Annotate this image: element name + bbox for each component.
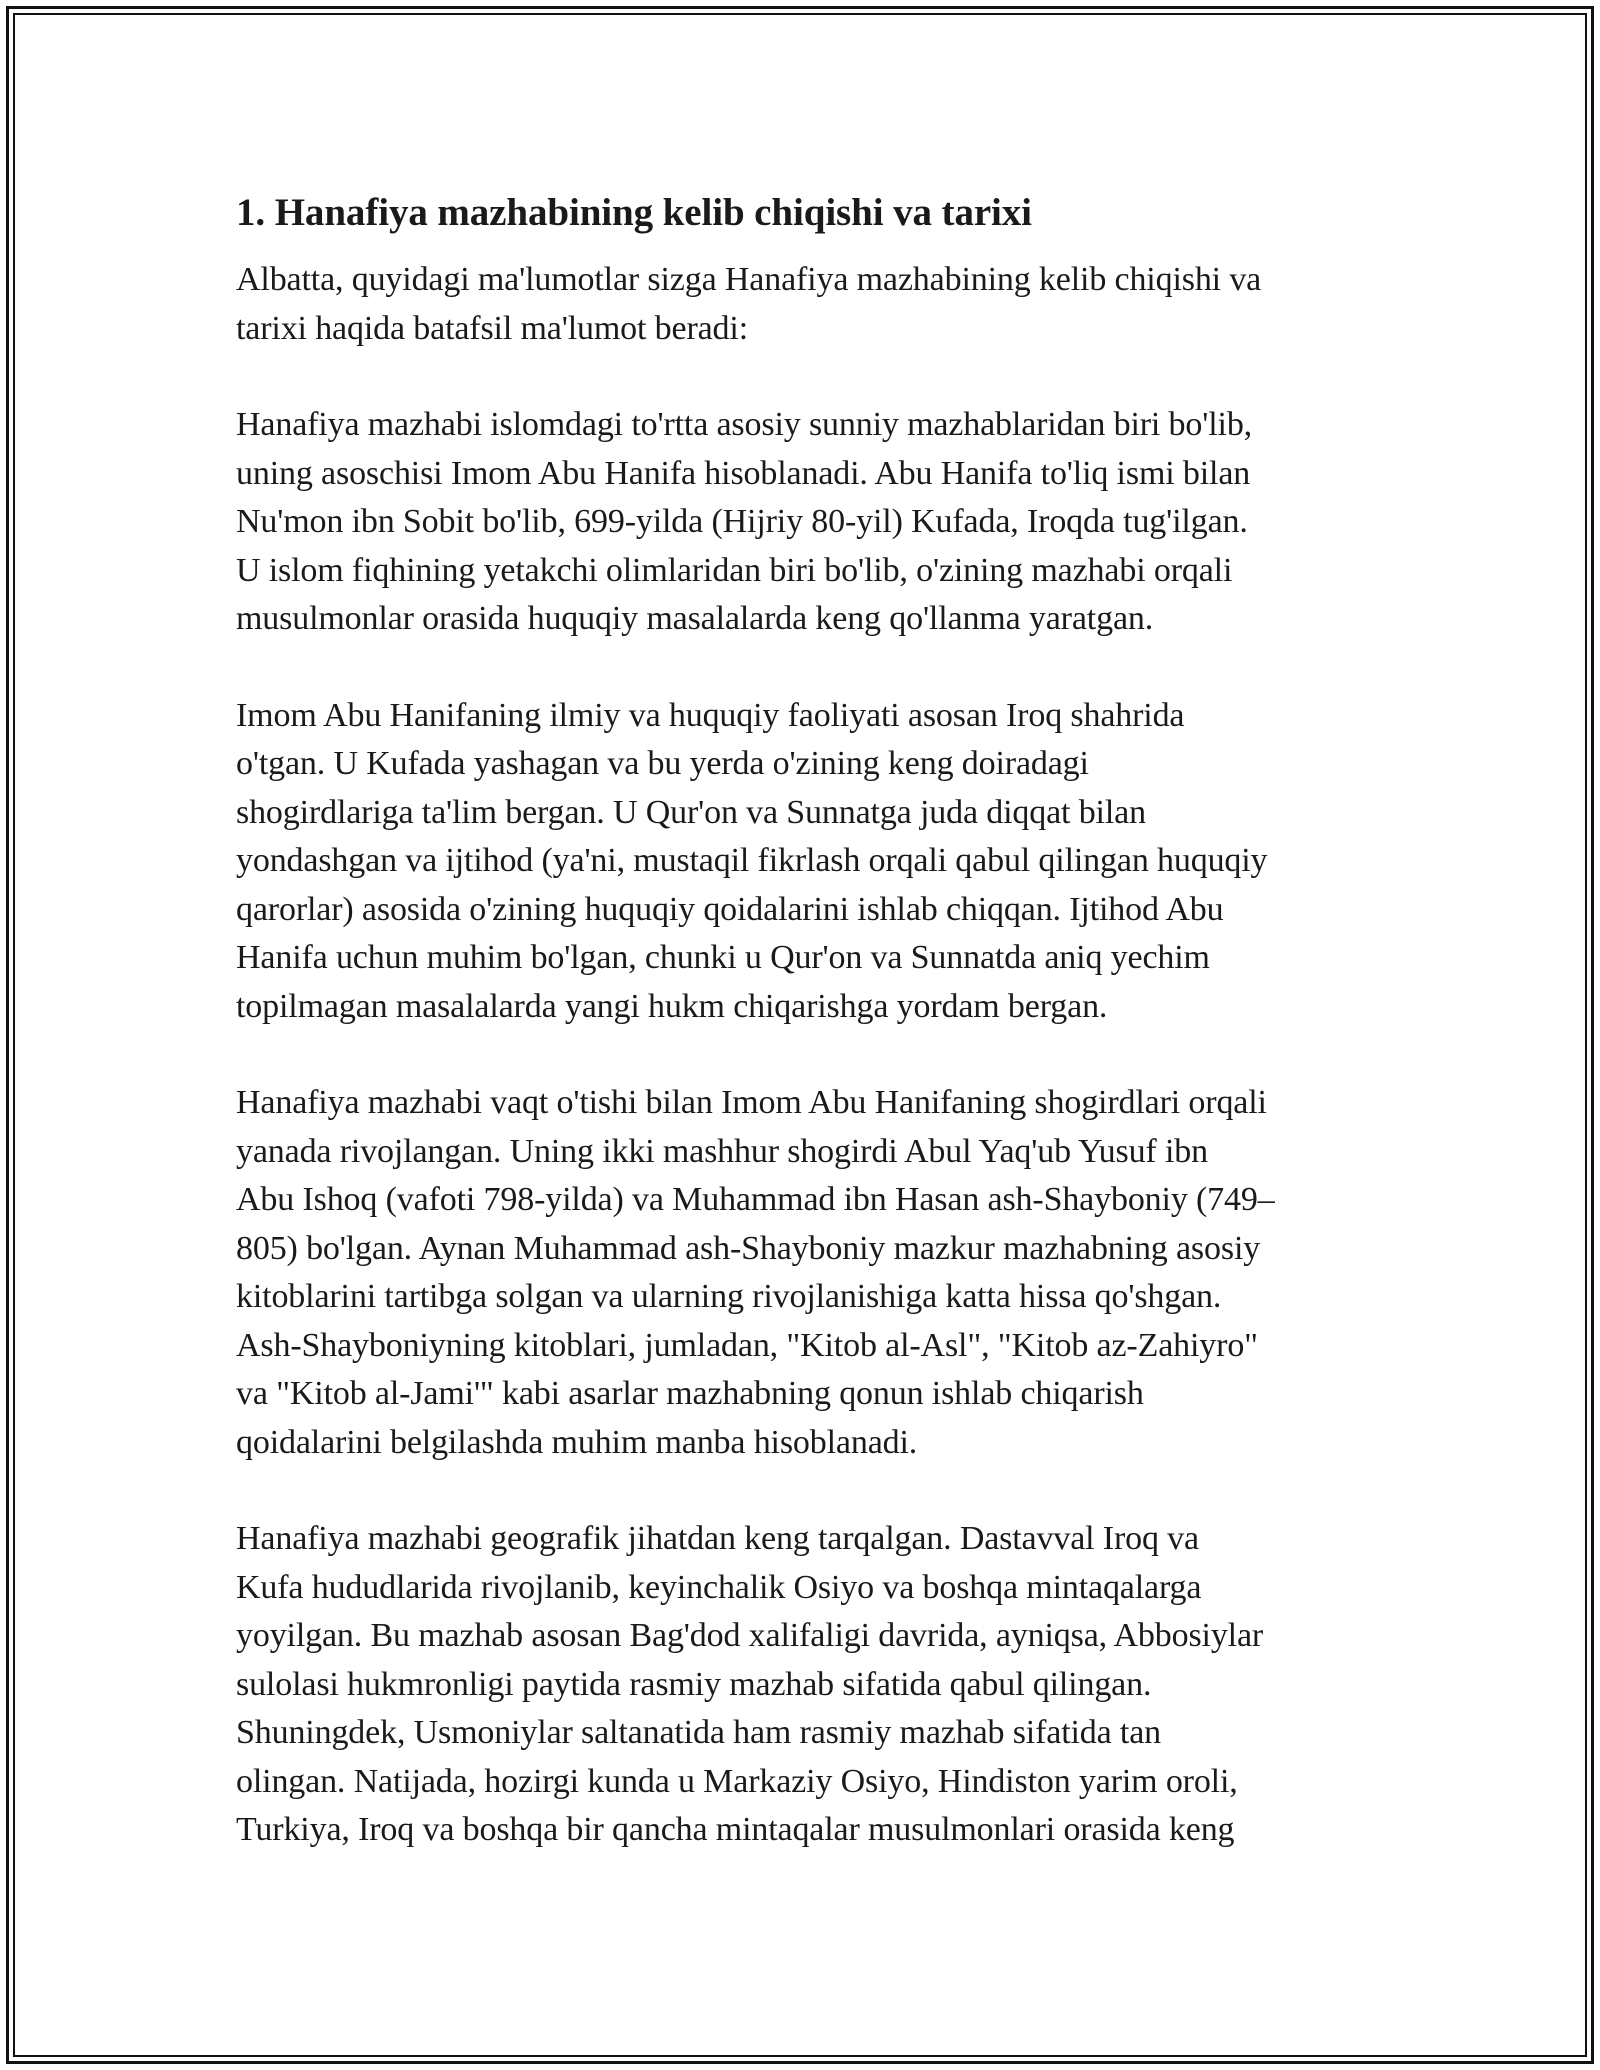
text-line: Turkiya, Iroq va boshqa bir qancha mintaqalar musulmonlari orasida keng bbox=[236, 1811, 1235, 1848]
text-line: sulolasi hukmronligi paytida rasmiy mazhab sifatida qabul qilingan. bbox=[236, 1665, 1152, 1703]
text-line: uning asoschisi Imom Abu Hanifa hisoblanadi. Abu Hanifa to'liq ismi bilan bbox=[236, 454, 1251, 492]
text-line: yondashgan va ijtihod (ya'ni, mustaqil fikrlash orqali qabul qilingan huquqiy bbox=[236, 842, 1268, 879]
paragraph-geography bbox=[236, 1515, 1386, 1855]
text-line: qoidalarini belgilashda muhim manba hisoblanadi. bbox=[236, 1423, 918, 1461]
text-line: Hanifa uchun muhim bo'lgan, chunki u Qur'on va Sunnatda aniq yechim bbox=[236, 939, 1210, 976]
text-line: Nu'mon ibn Sobit bo'lib, 699-yilda (Hijriy 80-yil) Kufada, Iroqda tug'ilgan. bbox=[236, 503, 1248, 540]
text-line: 805) bo'lgan. Aynan Muhammad ash-Shayboniy mazkur mazhabning asosiy bbox=[236, 1229, 1261, 1267]
paragraph-origin bbox=[236, 401, 1386, 644]
text-line: Hanafiya mazhabi geografik jihatdan keng tarqalgan. Dastavval Iroq va bbox=[236, 1520, 1199, 1557]
text-line: qarorlar) asosida o'zining huquqiy qoidalarini ishlab chiqqan. Ijtihod Abu bbox=[236, 890, 1224, 928]
text-line: o'tgan. U Kufada yashagan va bu yerda o'zining keng doiradagi bbox=[236, 745, 1089, 782]
intro-paragraph bbox=[236, 256, 1386, 353]
text-line: shogirdlariga ta'lim bergan. U Qur'on va Sunnatga juda diqqat bilan bbox=[236, 793, 1146, 831]
text-line: musulmonlar orasida huquqiy masalalarda keng qo'llanma yaratgan. bbox=[236, 600, 1154, 637]
text-line: tarixi haqida batafsil ma'lumot beradi: bbox=[236, 309, 749, 347]
text-line: Albatta, quyidagi ma'lumotlar sizga Hanafiya mazhabining kelib chiqishi va bbox=[236, 261, 1262, 298]
text-line: va "Kitob al-Jami'" kabi asarlar mazhabning qonun ishlab chiqarish bbox=[236, 1375, 1144, 1412]
text-line: Hanafiya mazhabi vaqt o'tishi bilan Imom Abu Hanifaning shogirdlari orqali bbox=[236, 1084, 1267, 1121]
text-line: U islom fiqhining yetakchi olimlaridan biri bo'lib, o'zining mazhabi orqali bbox=[236, 551, 1233, 589]
text-line: kitoblarini tartibga solgan va ularning rivojlanishiga katta hissa qo'shgan. bbox=[236, 1278, 1222, 1315]
paragraph-students bbox=[236, 1079, 1386, 1467]
section-heading: 1. Hanafiya mazhabining kelib chiqishi va tarixi bbox=[236, 191, 1032, 234]
document-body bbox=[236, 186, 1386, 1855]
text-line: yoyilgan. Bu mazhab asosan Bag'dod xalifaligi davrida, ayniqsa, Abbosiylar bbox=[236, 1617, 1264, 1654]
text-line: Ash-Shayboniyning kitoblari, jumladan, "Kitob al-Asl", "Kitob az-Zahiyro" bbox=[236, 1326, 1258, 1364]
text-line: Hanafiya mazhabi islomdagi to'rtta asosiy sunniy mazhablaridan biri bo'lib, bbox=[236, 406, 1253, 443]
text-line: yanada rivojlangan. Uning ikki mashhur shogirdi Abul Yaq'ub Yusuf ibn bbox=[236, 1132, 1208, 1170]
text-line: olingan. Natijada, hozirgi kunda u Markaziy Osiyo, Hindiston yarim oroli, bbox=[236, 1762, 1238, 1800]
text-line: Imom Abu Hanifaning ilmiy va huquqiy faoliyati asosan Iroq shahrida bbox=[236, 696, 1185, 734]
paragraph-activity bbox=[236, 692, 1386, 1032]
text-line: Shuningdek, Usmoniylar saltanatida ham rasmiy mazhab sifatida tan bbox=[236, 1714, 1162, 1751]
text-line: topilmagan masalalarda yangi hukm chiqarishga yordam bergan. bbox=[236, 987, 1108, 1025]
text-line: Kufa hududlarida rivojlanib, keyinchalik Osiyo va boshqa mintaqalarga bbox=[236, 1568, 1202, 1606]
text-line: Abu Ishoq (vafoti 798-yilda) va Muhammad ibn Hasan ash-Shayboniy (749– bbox=[236, 1181, 1275, 1218]
